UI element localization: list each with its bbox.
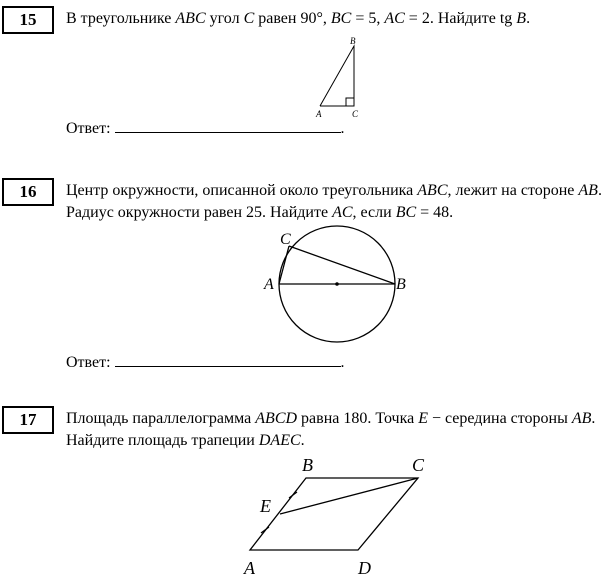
label-b: B: [302, 455, 313, 475]
label-b: B: [350, 36, 356, 46]
label-c: C: [412, 455, 425, 475]
label-a: A: [244, 558, 255, 578]
problem-number-15: 15: [2, 6, 54, 34]
label-a: A: [316, 109, 322, 119]
problem-number-16: 16: [2, 178, 54, 206]
answer-row-16: Ответ: .: [66, 354, 345, 371]
answer-field[interactable]: [115, 118, 341, 133]
label-c: C: [352, 109, 359, 119]
label-a: A: [264, 276, 274, 293]
problem-text-16: Центр окружности, описанной около треугольника ABC, лежит на стороне AB. Радиус окружности равен 25. Найдите AC, если BC = 48.: [66, 182, 602, 221]
parallelogram-figure: [240, 454, 440, 580]
answer-field[interactable]: [115, 352, 341, 367]
label-e: E: [260, 496, 271, 516]
problem-text-17: Площадь параллелограмма ABCD равна 180. Точка E − середина стороны AB. Найдите площадь трапеции DAEC.: [66, 410, 596, 449]
label-d: D: [358, 558, 371, 578]
problem-text-15: В треугольнике ABC угол C равен 90°, BC = 5, AC = 2. Найдите tg B.: [66, 10, 531, 27]
label-c: C: [280, 231, 291, 248]
answer-label: Ответ:: [66, 120, 111, 137]
right-triangle-figure: [310, 36, 370, 120]
answer-row-15: Ответ: .: [66, 120, 345, 137]
label-b: B: [396, 276, 406, 293]
answer-label: Ответ:: [66, 354, 111, 371]
circle-triangle-figure: [260, 228, 420, 358]
problem-number-17: 17: [2, 406, 54, 434]
